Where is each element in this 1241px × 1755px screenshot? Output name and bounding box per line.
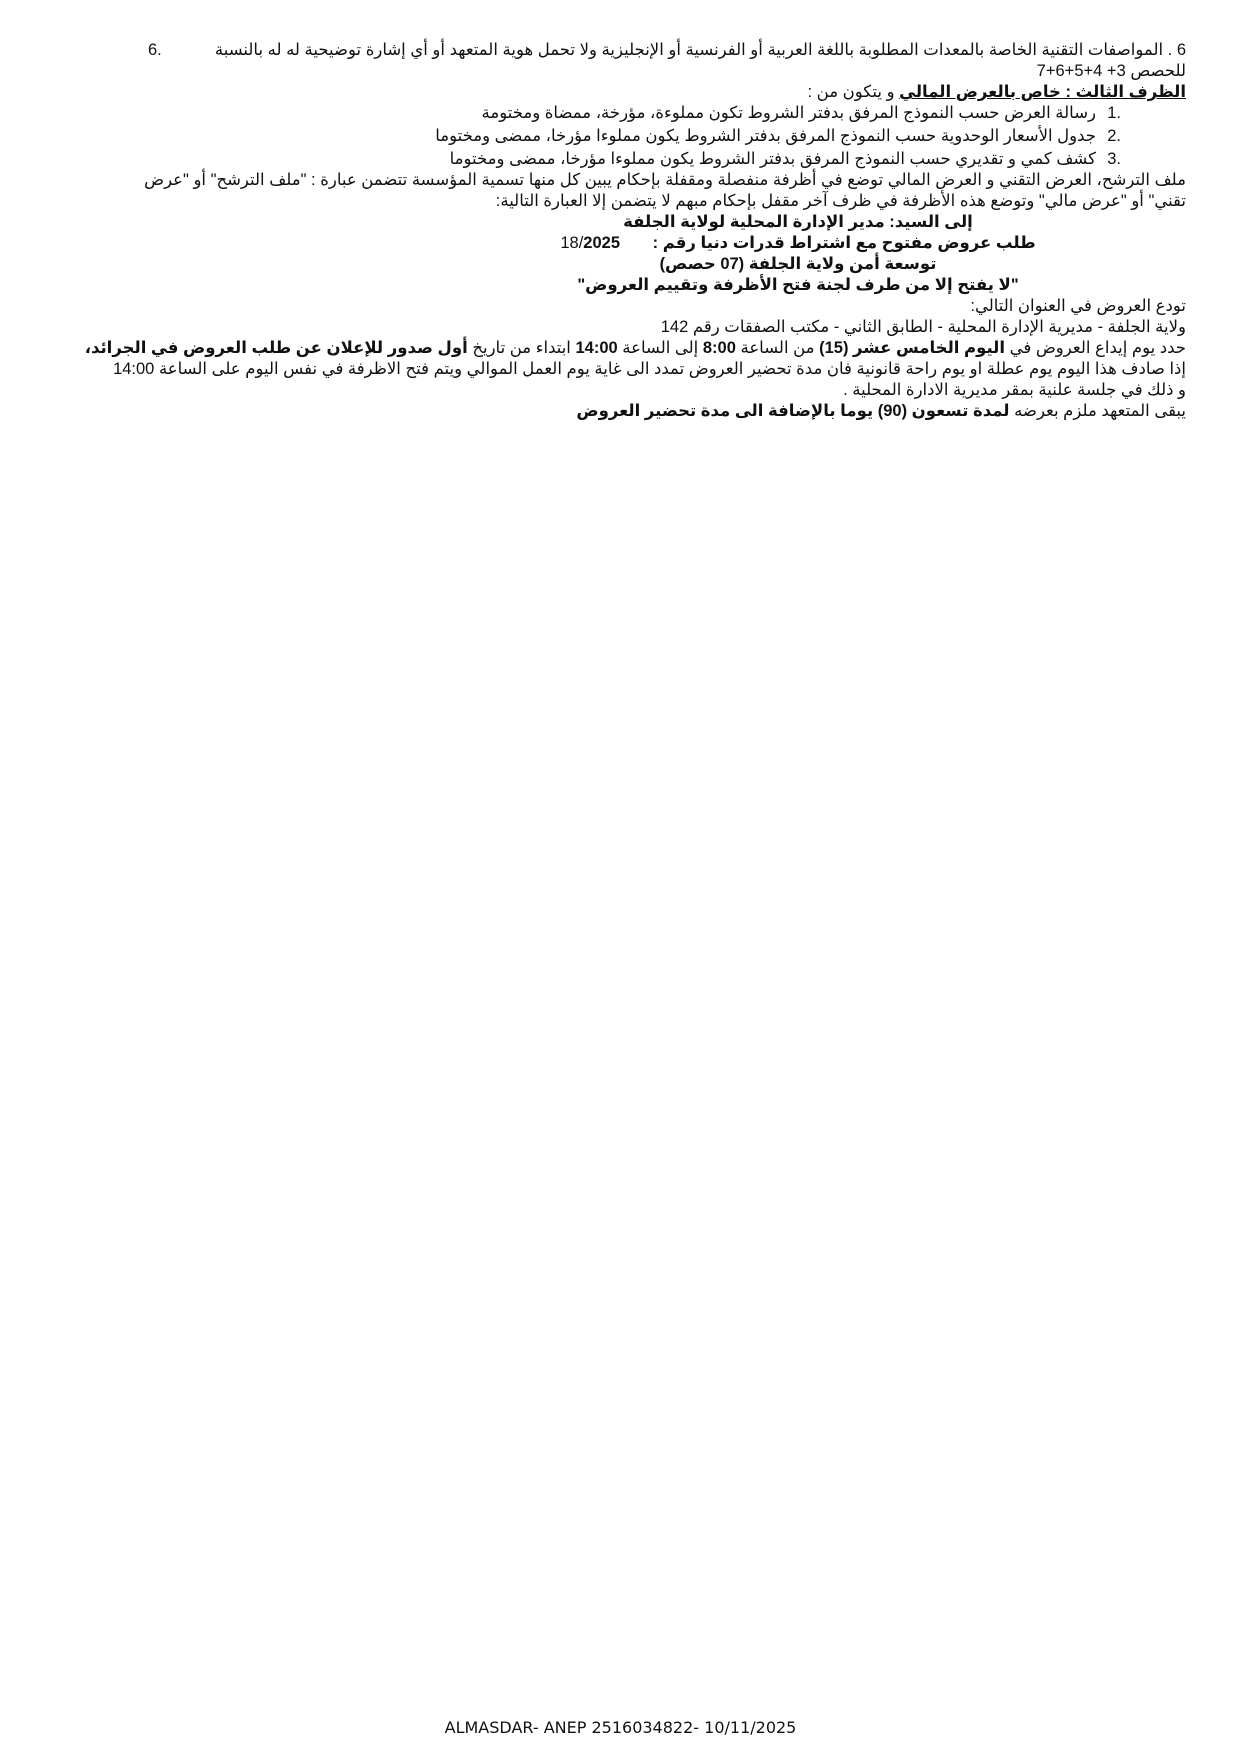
validity-line	[110, 401, 1186, 422]
document-body	[84, 40, 1186, 422]
address-intro: تودع العروض في العنوان التالي:	[970, 297, 1186, 315]
deadline-line-2: إذا صادف هذا اليوم يوم عطلة او يوم راحة قانونية فان مدة تحضير العروض تمدد الى غاية يوم العمل الموالي ويتم فتح الاظرفة في نفس اليوم على الساعة 14:00	[113, 360, 1186, 378]
request-reference	[560, 233, 620, 254]
deadline-text: إلى الساعة	[617, 339, 703, 357]
envelopes-paragraph-line-1: ملف الترشح، العرض التقني و العرض المالي توضع في أظرفة منفصلة ومقفلة بإحكام يبين كل منها تسمية المؤسسة تتضمن عبارة : "ملف الترشح" أو "عرض	[144, 171, 1186, 189]
list-item-marker: 2.	[1107, 127, 1121, 145]
item-6-text: 6 . المواصفات التقنية الخاصة بالمعدات المطلوبة باللغة العربية أو الفرنسية أو الإنجليزية ولا تحمل هوية المتعهد أو أي إشارة توضيحية له له بالنسبة	[214, 41, 1186, 59]
deadline-line-1	[84, 338, 1186, 359]
list-item-text: جدول الأسعار الوحدوية حسب النموذج المرفق بدفتر الشروط يكون مملوءا مؤرخا، ممضى ومختوما	[435, 127, 1096, 145]
request-year: 2025	[583, 234, 621, 252]
envelope-request-line	[410, 233, 1186, 254]
outer-envelope-text	[110, 212, 1186, 296]
list-item	[110, 103, 1126, 124]
item-6-line-2: للحصص 3+ 4+5+6+7	[1036, 62, 1186, 80]
deadline-start-time: 8:00	[702, 339, 736, 357]
envelopes-paragraph-line-2: تقني" أو "عرض مالي" وتوضع هذه الأظرفة في ظرف آخر مقفل بإحكام مبهم لا يتضمن إلا العبارة التالية:	[495, 192, 1186, 210]
request-number: 18/	[560, 234, 584, 252]
envelope-addressee: إلى السيد: مدير الإدارة المحلية لولاية الجلفة	[623, 213, 973, 231]
deadline-text: من الساعة	[735, 339, 820, 357]
list-item-marker: 3.	[1107, 150, 1121, 168]
list-item-text: رسالة العرض حسب النموذج المرفق بدفتر الشروط تكون مملوءة، مؤرخة، ممضاة ومختومة	[481, 104, 1096, 122]
list-item-text: كشف كمي و تقديري حسب النموذج المرفق بدفتر الشروط يكون مملوءا مؤرخا، ممضى ومختوما	[449, 150, 1096, 168]
deadline-line-3: و ذلك في جلسة علنية بمقر مديرية الادارة المحلية .	[843, 381, 1186, 399]
item-6-end-number: 6.	[148, 41, 162, 59]
third-envelope-heading-tail: و يتكون من :	[807, 83, 900, 101]
deadline-text: حدد يوم إيداع العروض في	[1005, 339, 1186, 357]
list-item	[110, 126, 1126, 147]
deadline-day: اليوم الخامس عشر (15)	[819, 339, 1006, 357]
third-envelope-heading-line	[110, 82, 1186, 103]
request-label: طلب عروض مفتوح مع اشتراط قدرات دنيا رقم :	[652, 234, 1036, 252]
item-6-line-1	[110, 40, 1186, 61]
address-line: ولاية الجلفة - مديرية الإدارة المحلية - الطابق الثاني - مكتب الصفقات رقم 142	[660, 318, 1186, 336]
deadline-end-time: 14:00	[575, 339, 618, 357]
third-envelope-heading: الظرف الثالث : خاص بالعرض المالي	[899, 83, 1186, 101]
envelope-notice: "لا يفتح إلا من طرف لجنة فتح الأظرفة وتقييم العروض"	[577, 276, 1019, 294]
footer-reference: ALMASDAR- ANEP 2516034822- 10/11/2025	[444, 1718, 797, 1737]
list-item-marker: 1.	[1107, 104, 1121, 122]
list-item	[110, 149, 1126, 170]
deadline-first-publication: أول صدور للإعلان عن طلب العروض في الجرائد،	[84, 339, 468, 357]
financial-offer-list	[110, 103, 1186, 170]
project-title: توسعة أمن ولاية الجلفة (07 حصص)	[659, 255, 937, 273]
deadline-text: ابتداء من تاريخ	[467, 339, 576, 357]
validity-text: يبقى المتعهد ملزم بعرضه	[1009, 402, 1186, 420]
validity-period: لمدة تسعون (90) يوما بالإضافة الى مدة تحضير العروض	[576, 402, 1010, 420]
